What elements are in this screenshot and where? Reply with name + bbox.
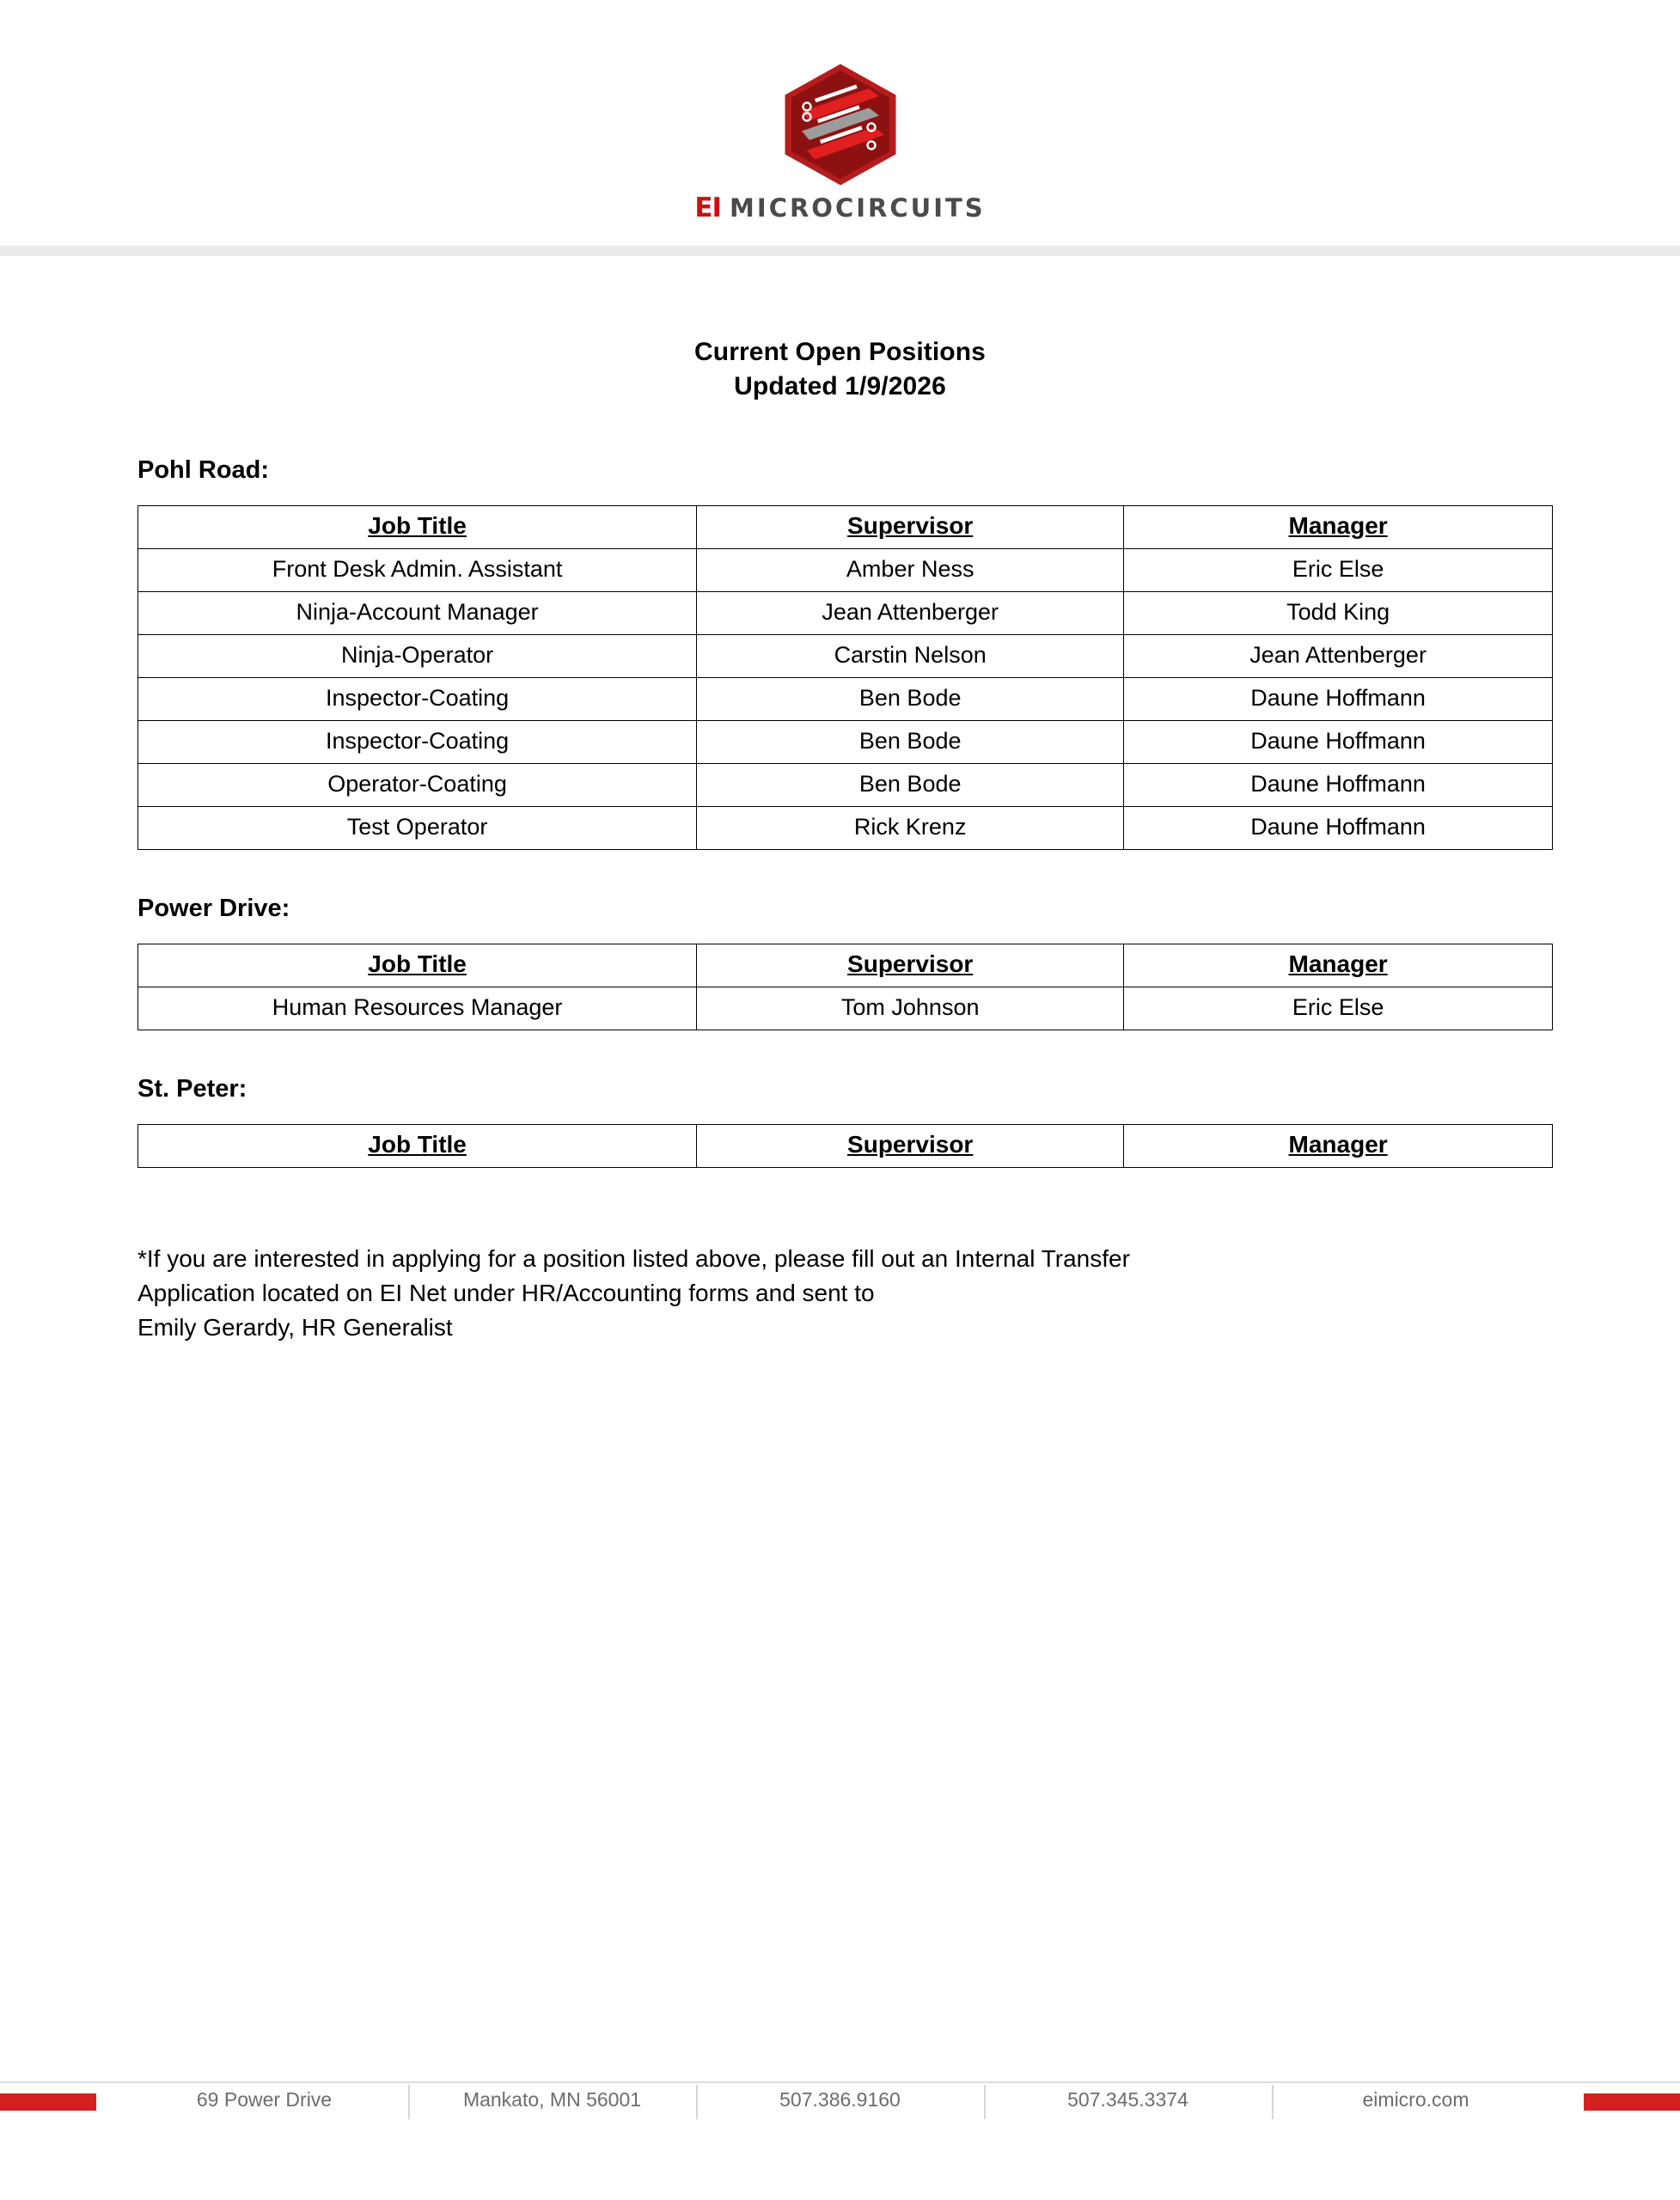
cell-manager: Daune Hoffmann xyxy=(1124,678,1553,721)
cell-job-title: Ninja-Account Manager xyxy=(138,592,697,635)
table-header-row xyxy=(138,944,1553,987)
table-row xyxy=(138,807,1553,850)
cell-supervisor: Ben Bode xyxy=(697,764,1124,807)
document-header xyxy=(0,0,1680,262)
table-row xyxy=(138,592,1553,635)
column-header-supervisor: Supervisor xyxy=(697,506,1124,549)
section-heading-power-drive: Power Drive: xyxy=(137,895,290,923)
cell-manager: Todd King xyxy=(1124,592,1553,635)
note-line-2: Application located on EI Net under HR/Accounting forms and sent to xyxy=(137,1279,875,1306)
cell-supervisor: Ben Bode xyxy=(697,678,1124,721)
column-header-manager: Manager xyxy=(1124,944,1553,987)
document-footer xyxy=(0,2081,1680,2133)
column-header-supervisor: Supervisor xyxy=(697,1125,1124,1168)
cell-supervisor: Jean Attenberger xyxy=(697,592,1124,635)
table-row xyxy=(138,764,1553,807)
footer-accent-bar-left xyxy=(0,2093,96,2111)
column-header-job-title: Job Title xyxy=(138,1125,697,1168)
column-header-job-title: Job Title xyxy=(138,944,697,987)
cell-manager: Daune Hoffmann xyxy=(1124,764,1553,807)
cell-supervisor: Rick Krenz xyxy=(697,807,1124,850)
footer-address-street: 69 Power Drive xyxy=(196,2088,333,2111)
cell-supervisor: Ben Bode xyxy=(697,721,1124,764)
cell-job-title: Human Resources Manager xyxy=(138,987,697,1030)
cell-manager: Eric Else xyxy=(1124,549,1553,592)
cell-supervisor: Tom Johnson xyxy=(697,987,1124,1030)
table-row xyxy=(138,549,1553,592)
application-note xyxy=(137,1242,1366,1344)
page-title-line1: Current Open Positions xyxy=(694,338,986,366)
cell-supervisor: Amber Ness xyxy=(697,549,1124,592)
cell-job-title: Test Operator xyxy=(138,807,697,850)
cell-job-title: Ninja-Operator xyxy=(138,635,697,678)
note-line-1: *If you are interested in applying for a position listed above, please fill out an Internal Transfer xyxy=(137,1245,1130,1273)
table-row xyxy=(138,721,1553,764)
table-header-row xyxy=(138,1125,1553,1168)
positions-table-pohl-road xyxy=(137,505,1553,850)
footer-address-city: Mankato, MN 56001 xyxy=(408,2088,696,2111)
footer-accent-bar-right xyxy=(1584,2093,1680,2111)
page-title xyxy=(137,335,1543,403)
cell-manager: Eric Else xyxy=(1124,987,1553,1030)
column-header-manager: Manager xyxy=(1124,506,1553,549)
cell-manager: Jean Attenberger xyxy=(1124,635,1553,678)
section-heading-pohl-road: Pohl Road: xyxy=(137,456,270,485)
section-heading-st-peter: St. Peter: xyxy=(137,1075,247,1103)
column-header-supervisor: Supervisor xyxy=(697,944,1124,987)
page-title-line2: Updated 1/9/2026 xyxy=(734,371,946,400)
positions-table-power-drive xyxy=(137,944,1553,1030)
document-body xyxy=(0,335,1680,1344)
cell-manager: Daune Hoffmann xyxy=(1124,721,1553,764)
table-header-row xyxy=(138,506,1553,549)
logo-wordmark xyxy=(686,192,995,223)
cell-job-title: Front Desk Admin. Assistant xyxy=(138,549,697,592)
company-logo xyxy=(677,60,1004,230)
logo-company-name: MICROCIRCUITS xyxy=(730,193,986,223)
cell-job-title: Operator-Coating xyxy=(138,764,697,807)
cell-job-title: Inspector-Coating xyxy=(138,721,697,764)
footer-contact-items xyxy=(120,2088,1560,2111)
cell-job-title: Inspector-Coating xyxy=(138,678,697,721)
note-line-3: Emily Gerardy, HR Generalist xyxy=(137,1313,453,1341)
column-header-job-title: Job Title xyxy=(138,506,697,549)
table-row xyxy=(138,678,1553,721)
positions-table-st-peter xyxy=(137,1124,1553,1168)
footer-phone-primary: 507.386.9160 xyxy=(696,2088,984,2111)
column-header-manager: Manager xyxy=(1124,1125,1553,1168)
logo-prefix: EI xyxy=(694,192,722,223)
cell-supervisor: Carstin Nelson xyxy=(697,635,1124,678)
table-row xyxy=(138,987,1553,1030)
footer-website[interactable]: eimicro.com xyxy=(1272,2088,1560,2111)
footer-divider-rule xyxy=(0,2081,1680,2083)
header-divider-rule xyxy=(0,246,1680,256)
ei-microcircuits-hex-logo-icon xyxy=(776,60,905,189)
footer-phone-secondary: 507.345.3374 xyxy=(984,2088,1272,2111)
table-row xyxy=(138,635,1553,678)
cell-manager: Daune Hoffmann xyxy=(1124,807,1553,850)
